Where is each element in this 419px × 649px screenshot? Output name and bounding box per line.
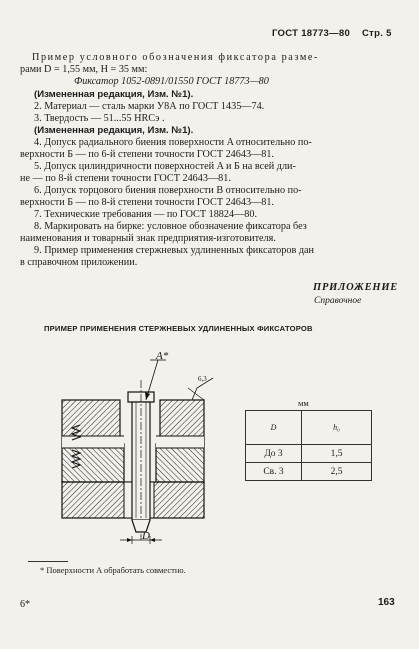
paragraph-line: рами D = 1,55 мм, H = 35 мм: [20, 64, 148, 75]
list-item: 7. Технические требования — по ГОСТ 18824—80. [34, 209, 258, 220]
list-item: верхности Б — по 8-й степени точности ГОСТ 24643—81. [20, 197, 274, 208]
list-item: 4. Допуск радиального биения поверхности A относительно по- [34, 137, 312, 148]
page-label: Стр. 5 [362, 28, 392, 39]
table-row [246, 445, 372, 463]
page-number: 163 [378, 597, 395, 608]
list-item: 8. Маркировать на бирке: условное обозначение фиксатора без [34, 221, 307, 232]
list-item: 2. Материал — сталь марки У8А по ГОСТ 1435—74. [34, 101, 265, 112]
lower-plate-left [62, 444, 124, 482]
signature-mark: 6* [20, 599, 30, 610]
designation-formula: Фиксатор 1052-0891/01550 ГОСТ 18773—80 [74, 76, 269, 87]
appendix-title: ПРИЛОЖЕНИЕ [313, 282, 399, 293]
dimension-table [245, 410, 372, 481]
edit-note: (Измененная редакция, Изм. №1). [34, 125, 194, 136]
table-header-row [246, 411, 372, 445]
table-cell: 1,5 [302, 445, 372, 463]
list-item: 5. Допуск цилиндричности поверхностей A и Б на всей дли- [34, 161, 296, 172]
list-item: 3. Твердость — 51...55 HRCэ . [34, 113, 165, 124]
list-item: 6. Допуск торцового биения поверхности B относительно по- [34, 185, 302, 196]
table-cell: Св. 3 [246, 463, 302, 481]
table-unit: мм [298, 398, 309, 408]
footnote: * Поверхности A обработать совместно. [40, 565, 186, 575]
figure-caption: ПРИМЕР ПРИМЕНЕНИЯ СТЕРЖНЕВЫХ УДЛИНЕННЫХ ФИКСАТОРОВ [44, 324, 313, 333]
lower-plate-right [156, 444, 204, 482]
list-item: верхности Б — по 6-й степени точности ГОСТ 24643—81. [20, 149, 274, 160]
edit-note: (Измененная редакция, Изм. №1). [34, 89, 194, 100]
list-item: не — по 8-й степени точности ГОСТ 24643—81. [20, 173, 231, 184]
table-header: D [246, 411, 302, 445]
table-header: h₀ [302, 411, 372, 445]
surface-label-a: A* [156, 350, 169, 362]
list-item: 9. Пример применения стержневых удлиненных фиксаторов дан [34, 245, 314, 256]
list-item: наименования и товарный знак предприятия-изготовителя. [20, 233, 276, 244]
roughness-value: 6,3 [198, 375, 207, 383]
footnote-rule [28, 561, 68, 562]
table-cell: До 3 [246, 445, 302, 463]
standard-number: ГОСТ 18773—80 [272, 28, 351, 39]
paragraph-line: Пример условного обозначения фиксатора разме- [32, 52, 320, 63]
table-row [246, 463, 372, 481]
list-item: в справочном приложении. [20, 257, 138, 268]
table-cell: 2,5 [302, 463, 372, 481]
appendix-subtitle: Справочное [314, 296, 362, 306]
dimension-label-d: D [142, 530, 150, 542]
fixture-drawing [40, 340, 240, 550]
